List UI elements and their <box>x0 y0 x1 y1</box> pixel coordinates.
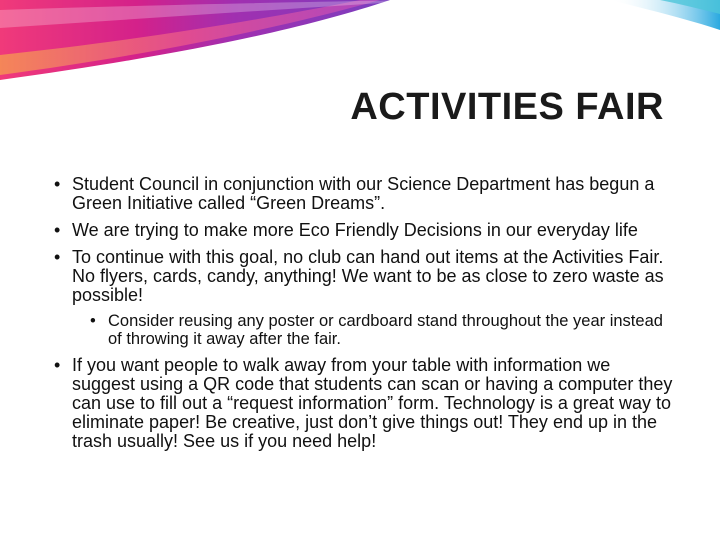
slide-body <box>54 175 674 459</box>
sub-bullet-item: • Consider reusing any poster or cardboard stand throughout the year instead of throwing it away after the fair. <box>90 312 674 348</box>
bullet-item: • To continue with this goal, no club can hand out items at the Activities Fair. No flyers, cards, candy, anything! We want to be as close to zero waste as possible! <box>54 248 674 305</box>
bullet-item: • We are trying to make more Eco Friendly Decisions in our everyday life <box>54 221 674 240</box>
decorative-swoosh-graphic <box>0 0 720 100</box>
bullet-list <box>54 175 674 451</box>
bullet-item: • If you want people to walk away from your table with information we suggest using a QR code that students can scan or having a computer they can use to fill out a “request information” form. Technology is a great way to eliminate paper! Be creative, just don’t give things out! They end up in the trash usually! See us if you need help! <box>54 356 674 451</box>
slide-title: ACTIVITIES FAIR <box>350 86 664 128</box>
bullet-item: • Student Council in conjunction with our Science Department has begun a Green Initiative called “Green Dreams”. <box>54 175 674 213</box>
